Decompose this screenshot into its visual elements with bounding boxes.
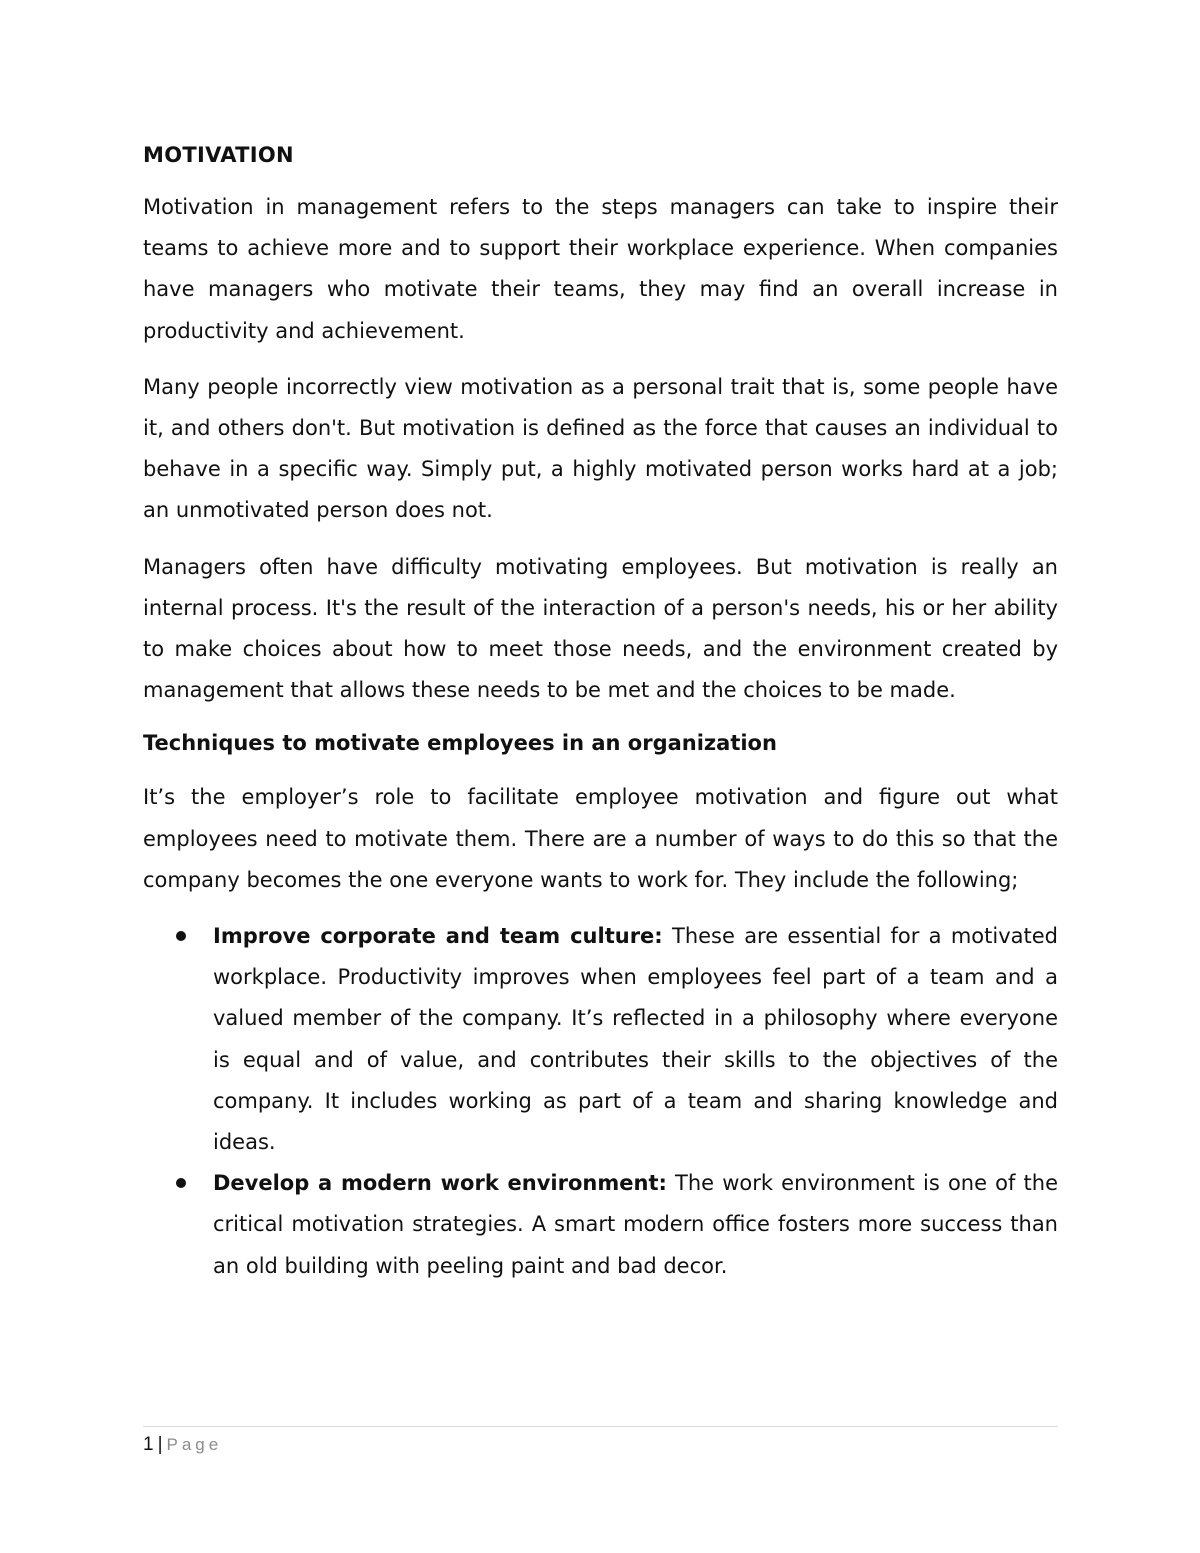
intro-paragraph-2: Many people incorrectly view motivation as a personal trait that is, some people have it, and others don't. But motivation is defined as the force that causes an individual to behave in a specific way. Simply put, a highly motivated person works hard at a job; an unmotivated person does not. xyxy=(143,374,1058,523)
page-label: Page xyxy=(166,1435,223,1454)
document-title: MOTIVATION xyxy=(143,143,294,167)
bullet-item-culture xyxy=(143,916,1058,1163)
page-footer xyxy=(143,1433,222,1457)
bullet-list xyxy=(143,916,1058,1287)
bullet-title: Improve corporate and team culture: xyxy=(213,924,663,949)
bullet-text: These are essential for a motivated workplace. Productivity improves when employees feel part of a team and a valued member of the company. It’s reflected in a philosophy where everyone is equal and of value, and contributes their skills to the objectives of the company. It includes working as part of a team and sharing knowledge and ideas. xyxy=(213,924,1058,1155)
document-body xyxy=(143,138,1058,1287)
bullet-title: Develop a modern work environment: xyxy=(213,1171,667,1196)
footer-divider xyxy=(143,1426,1058,1427)
bullet-item-environment xyxy=(143,1163,1058,1287)
bullet-icon xyxy=(176,931,186,941)
intro-paragraph-1: Motivation in management refers to the steps managers can take to inspire their teams to achieve more and to support their workplace experience. When companies have managers who motivate their teams, they may find an overall increase in productivity and achievement. xyxy=(143,195,1058,343)
page-number: 1 xyxy=(143,1434,154,1455)
footer-separator: | xyxy=(157,1434,163,1455)
intro-paragraph-3: Managers often have difficulty motivating employees. But motivation is really an internal process. It's the result of the interaction of a person's needs, his or her ability to make choices about how to meet those needs, and the environment created by management that allows these needs to be met and the choices to be made. xyxy=(143,554,1058,703)
section-paragraph: It’s the employer’s role to facilitate employee motivation and figure out what employees need to motivate them. There are a number of ways to do this so that the company becomes the one everyone wants to work for. They include the following; xyxy=(143,785,1058,892)
bullet-text: The work environment is one of the critical motivation strategies. A smart modern office fosters more success than an old building with peeling paint and bad decor. xyxy=(213,1171,1059,1278)
section-heading: Techniques to motivate employees in an organization xyxy=(143,731,777,756)
bullet-icon xyxy=(176,1178,186,1188)
